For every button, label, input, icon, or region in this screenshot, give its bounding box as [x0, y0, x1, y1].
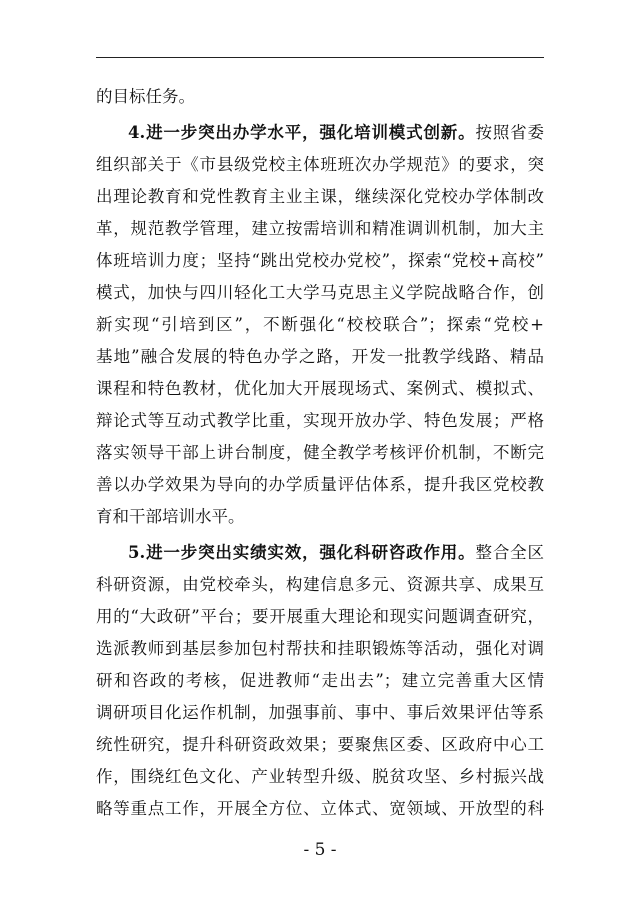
paragraph-line: 用的“大政研”平台；要开展重大理论和现实问题调查研究，: [96, 607, 544, 626]
header-rule: [96, 57, 544, 58]
paragraph-line: 组织部关于《市县级党校主体班班次办学规范》的要求，突: [96, 155, 544, 174]
paragraph-line: 研和咨政的考核，促进教师“走出去”；建立完善重大区情: [96, 671, 544, 690]
section-5-first-line-rest: 整合全区: [475, 543, 544, 562]
section-5-first-line: [128, 539, 544, 567]
paragraph-line: 新实现“引培到区”，不断强化“校校联合”；探索“党校+: [96, 315, 544, 334]
paragraph-line: 落实领导干部上讲台制度，健全教学考核评价机制，不断完: [96, 443, 544, 462]
paragraph-line: 略等重点工作，开展全方位、立体式、宽领域、开放型的科: [96, 799, 544, 818]
paragraph-line: 出理论教育和党性教育主业主课，继续深化党校办学体制改: [96, 187, 544, 206]
section-4-first-line: [128, 119, 544, 147]
paragraph-line: 课程和特色教材，优化加大开展现场式、案例式、模拟式、: [96, 379, 544, 398]
section-4-first-line-rest: 按照省委: [475, 123, 544, 142]
page-number: - 5 -: [303, 840, 337, 860]
paragraph-line: 基地”融合发展的特色办学之路，开发一批教学线路、精品: [96, 347, 544, 366]
paragraph-line: 辩论式等互动式教学比重，实现开放办学、特色发展；严格: [96, 411, 544, 430]
section-4-heading: 4.进一步突出办学水平，强化培训模式创新。: [128, 123, 476, 142]
paragraph-line: 选派教师到基层参加包村帮扶和挂职锻炼等活动，强化对调: [96, 639, 544, 658]
continuation-line: 的目标任务。: [96, 87, 195, 106]
paragraph-line: 模式，加快与四川轻化工大学马克思主义学院战略合作，创: [96, 283, 544, 302]
paragraph-line: 体班培训力度；坚持“跳出党校办党校”，探索“党校+高校”: [96, 251, 544, 270]
paragraph-line: 育和干部培训水平。: [96, 507, 245, 526]
paragraph-line: 统性研究，提升科研资政效果；要聚焦区委、区政府中心工: [96, 735, 544, 754]
paragraph-line: 善以办学效果为导向的办学质量评估体系，提升我区党校教: [96, 475, 544, 494]
section-5-heading: 5.进一步突出实绩实效，强化科研咨政作用。: [128, 543, 476, 562]
paragraph-line: 作，围绕红色文化、产业转型升级、脱贫攻坚、乡村振兴战: [96, 767, 544, 786]
paragraph-line: 科研资源，由党校牵头，构建信息多元、资源共享、成果互: [96, 575, 544, 594]
paragraph-line: 调研项目化运作机制，加强事前、事中、事后效果评估等系: [96, 703, 544, 722]
paragraph-line: 革，规范教学管理，建立按需培训和精准调训机制，加大主: [96, 219, 544, 238]
